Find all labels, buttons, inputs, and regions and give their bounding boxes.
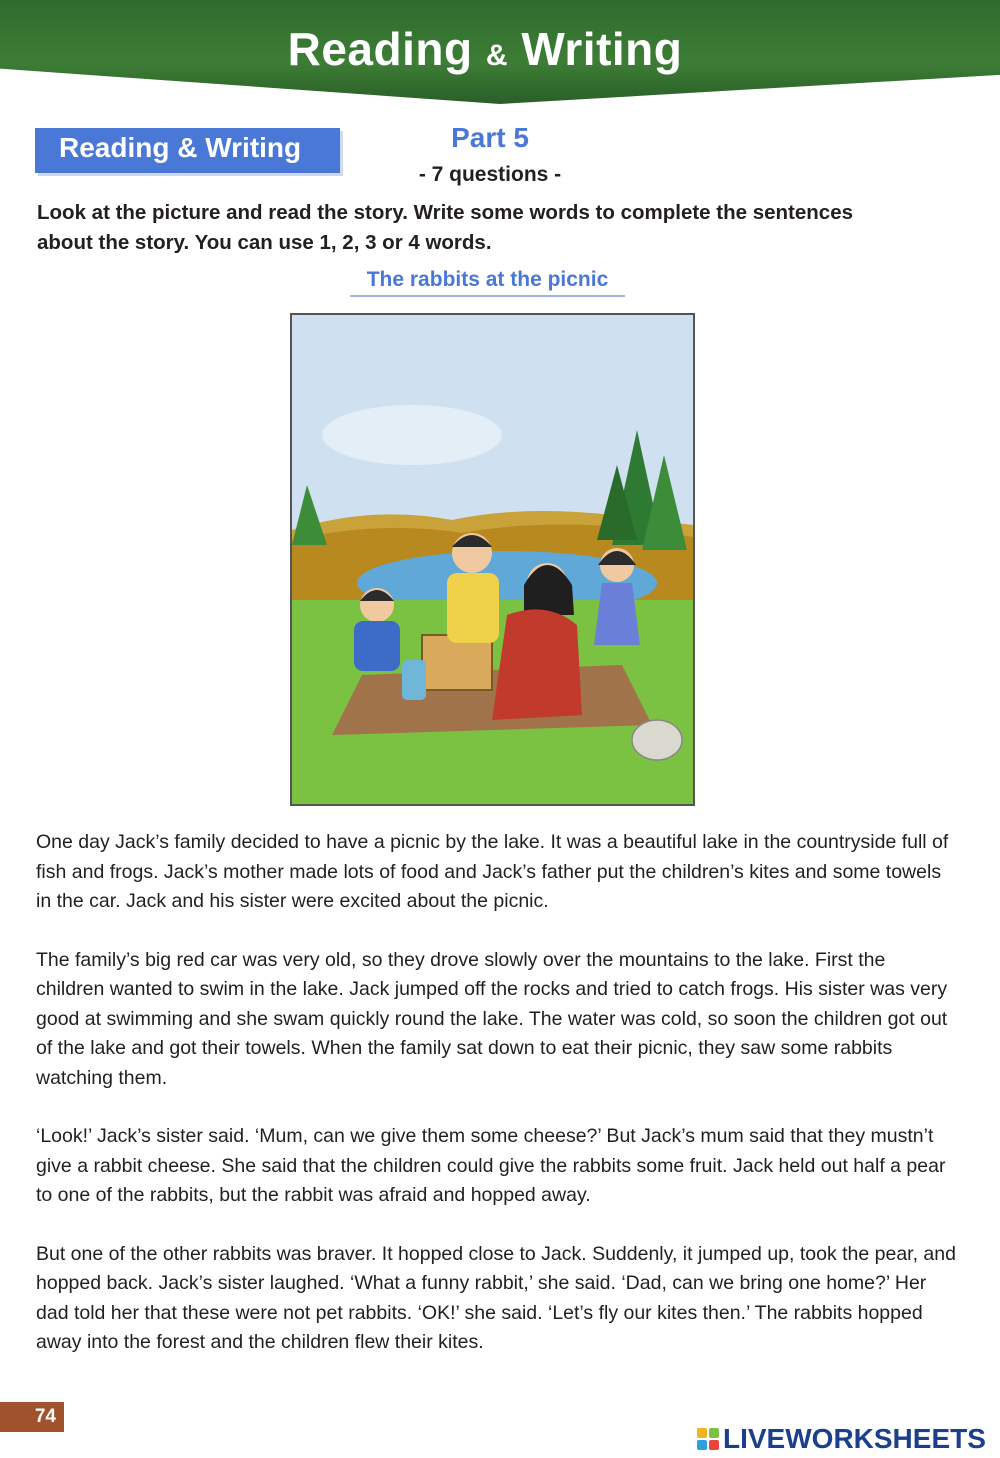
watermark <box>697 1422 986 1456</box>
flask <box>402 660 426 700</box>
story-paragraph-1: One day Jack’s family decided to have a picnic by the lake. It was a beautiful lake in the countryside full of fish and frogs. Jack’s mother made lots of food and Jack’s father put the children’s kites and some towels in the car. Jack and his sister were excited about the picnic. <box>36 831 949 912</box>
story-title: The rabbits at the picnic <box>350 268 625 297</box>
watermark-text: LIVEWORKSHEETS <box>723 1423 986 1454</box>
part-title: Part 5 <box>451 122 529 153</box>
cloud <box>322 405 502 465</box>
instructions: Look at the picture and read the story. Write some words to complete the sentences about the story. You can use 1, 2, 3 or 4 words. <box>37 201 854 254</box>
title-word-writing: Writing <box>521 23 683 75</box>
story-illustration <box>290 313 695 806</box>
section-badge: Reading & Writing <box>35 128 340 173</box>
rock <box>632 720 682 760</box>
father-shirt <box>447 573 499 643</box>
question-count: - 7 questions - <box>418 163 562 186</box>
story-text <box>36 828 956 1387</box>
story-paragraph-3: ‘Look!’ Jack’s sister said. ‘Mum, can we give them some cheese?’ But Jack’s mum said that they mustn’t give a rabbit cheese. She said that the children could give the rabbits some fruit. Jack held out half a pear to one of the rabbits, but the rabbit was afraid and hopped away. <box>36 1125 946 1206</box>
title-ampersand: & <box>485 39 509 72</box>
picnic-illustration <box>292 315 693 804</box>
picnic-basket <box>422 635 492 690</box>
page-title <box>0 22 970 76</box>
girl-dress <box>594 583 640 645</box>
title-word-reading: Reading <box>287 23 473 75</box>
liveworksheets-logo-icon <box>697 1428 719 1450</box>
mother-dress <box>492 609 582 720</box>
story-paragraph-2: The family’s big red car was very old, so they drove slowly over the mountains to the lake. First the children wanted to swim in the lake. Jack jumped off the rocks and tried to catch frogs. His sister was very good at swimming and she swam quickly round the lake. The water was cold, so soon the children got out of the lake and got their towels. When the family sat down to eat their picnic, they saw some rabbits watching them. <box>36 948 948 1089</box>
page-number: 74 <box>0 1402 64 1432</box>
boy-shirt <box>354 621 400 671</box>
story-paragraph-4: But one of the other rabbits was braver. It hopped close to Jack. Suddenly, it jumped up, took the pear, and hopped back. Jack’s sister laughed. ‘What a funny rabbit,’ she said. ‘Dad, can we bring one home?’ Her dad told her that these were not pet rabbits. ‘OK!’ she said. ‘Let’s fly our kites then.’ The rabbits hopped away into the forest and the children flew their kites. <box>36 1242 956 1353</box>
